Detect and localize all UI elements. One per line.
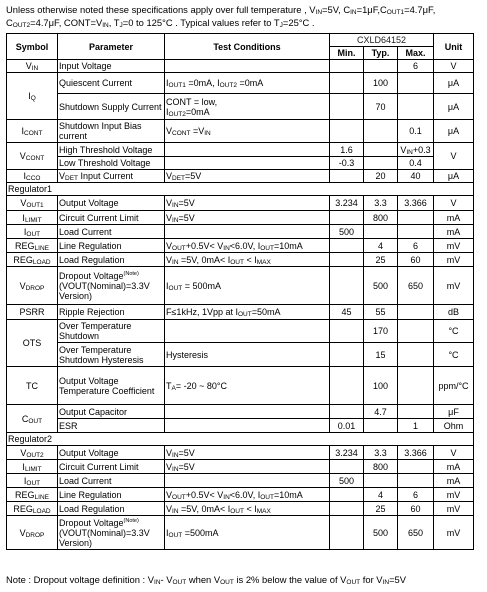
max-cell xyxy=(398,405,434,419)
min-cell xyxy=(330,367,364,405)
max-cell: 0.1 xyxy=(398,120,434,143)
table-row xyxy=(7,419,474,433)
symbol-cell: $REG_{LOAD}$ xyxy=(7,502,58,516)
unit-cell: μA xyxy=(434,73,474,94)
max-cell: 3.366 xyxy=(398,446,434,460)
min-cell: 3.234 xyxy=(330,196,364,211)
min-cell: 0.01 xyxy=(330,419,364,433)
unit-cell: V xyxy=(434,60,474,73)
table-row xyxy=(7,305,474,320)
parameter-cell: Load Current xyxy=(58,225,165,239)
conditions-cell: $I_{OUT} =500mA$ xyxy=(165,516,330,550)
unit-cell: mA xyxy=(434,474,474,488)
unit-cell: mA xyxy=(434,211,474,225)
symbol-cell: $I_{OUT}$ xyxy=(7,225,58,239)
typ-cell xyxy=(364,120,398,143)
conditions-cell xyxy=(165,157,330,170)
typ-cell: 800 xyxy=(364,460,398,474)
conditions-cell: F≤1kHz, 1Vpp at $I_{OUT}=50mA$ xyxy=(165,305,330,320)
min-cell xyxy=(330,405,364,419)
typ-cell: 20 xyxy=(364,170,398,183)
typ-cell: 500 xyxy=(364,516,398,550)
max-cell: 0.4 xyxy=(398,157,434,170)
parameter-cell: Output Voltage xyxy=(58,446,165,460)
unit-cell: Ohm xyxy=(434,419,474,433)
header-symbol: Symbol xyxy=(7,34,58,60)
unit-cell: μF xyxy=(434,405,474,419)
max-cell: 6 xyxy=(398,60,434,73)
section-row xyxy=(7,433,474,446)
symbol-cell: $I_{LIMIT}$ xyxy=(7,211,58,225)
unit-cell: °C xyxy=(434,320,474,343)
min-cell: 3.234 xyxy=(330,446,364,460)
parameter-cell: Line Regulation xyxy=(58,239,165,253)
intro-line-2: $C_{OUT2}=4.7\mu F$, $CONT=V_{IN}$, $T_J=0$ to 125°C . Typical values refer to $T_J=25^\circ C$ . xyxy=(6,17,315,29)
conditions-cell xyxy=(165,320,330,343)
conditions-cell: $V_{CONT} =V_{IN}$ xyxy=(165,120,330,143)
min-cell xyxy=(330,253,364,267)
typ-cell xyxy=(364,225,398,239)
min-cell xyxy=(330,60,364,73)
typ-cell xyxy=(364,60,398,73)
min-cell xyxy=(330,516,364,550)
table-row xyxy=(7,239,474,253)
table-row xyxy=(7,94,474,120)
typ-cell: 25 xyxy=(364,502,398,516)
min-cell xyxy=(330,488,364,502)
unit-cell: mV xyxy=(434,502,474,516)
min-cell xyxy=(330,73,364,94)
symbol-cell: $V_{OUT1}$ xyxy=(7,196,58,211)
conditions-cell: Hysteresis xyxy=(165,343,330,367)
max-cell: 6 xyxy=(398,239,434,253)
table-row xyxy=(7,516,474,550)
table-row xyxy=(7,446,474,460)
min-cell xyxy=(330,94,364,120)
typ-cell: 170 xyxy=(364,320,398,343)
typ-cell xyxy=(364,474,398,488)
table-row xyxy=(7,488,474,502)
section-row xyxy=(7,183,474,196)
symbol-cell: $V_{DROP}$ xyxy=(7,516,58,550)
unit-cell: V xyxy=(434,196,474,211)
header-min: Min. xyxy=(330,47,364,60)
parameter-cell: Circuit Current Limit xyxy=(58,211,165,225)
table-row xyxy=(7,157,474,170)
header-typ: Typ. xyxy=(364,47,398,60)
table-row xyxy=(7,320,474,343)
conditions-cell: $V_{OUT}+0.5V< V_{IN}<6.0V$, $I_{OUT}=10mA$ xyxy=(165,239,330,253)
max-cell: 60 xyxy=(398,502,434,516)
typ-cell: 4 xyxy=(364,488,398,502)
max-cell: 1 xyxy=(398,419,434,433)
typ-cell: 70 xyxy=(364,94,398,120)
symbol-cell: PSRR xyxy=(7,305,58,320)
parameter-cell: Ripple Rejection xyxy=(58,305,165,320)
typ-cell: 55 xyxy=(364,305,398,320)
max-cell: $V_{IN}+0.3$ xyxy=(398,143,434,157)
table-row xyxy=(7,60,474,73)
table-row xyxy=(7,502,474,516)
min-cell: -0.3 xyxy=(330,157,364,170)
min-cell xyxy=(330,239,364,253)
table-row xyxy=(7,460,474,474)
symbol-cell: $V_{OUT2}$ xyxy=(7,446,58,460)
parameter-cell: Circuit Current Limit xyxy=(58,460,165,474)
conditions-cell xyxy=(165,405,330,419)
symbol-cell: $I_{CCO}$ xyxy=(7,170,58,183)
table-row xyxy=(7,143,474,157)
header-max: Max. xyxy=(398,47,434,60)
typ-cell: 500 xyxy=(364,267,398,305)
max-cell: 3.366 xyxy=(398,196,434,211)
table-row xyxy=(7,267,474,305)
parameter-cell: Shutdown Supply Current xyxy=(58,94,165,120)
parameter-cell: Quiescent Current xyxy=(58,73,165,94)
min-cell xyxy=(330,211,364,225)
max-cell xyxy=(398,460,434,474)
max-cell xyxy=(398,305,434,320)
typ-cell xyxy=(364,143,398,157)
min-cell: 500 xyxy=(330,225,364,239)
symbol-cell: $V_{DROP}$ xyxy=(7,267,58,305)
unit-cell: ppm/°C xyxy=(434,367,474,405)
unit-cell: mA xyxy=(434,225,474,239)
conditions-cell: $V_{IN} =5V$, $0mA< I_{OUT} < I_{MAX}$ xyxy=(165,253,330,267)
conditions-cell: $I_{OUT} = 500mA$ xyxy=(165,267,330,305)
typ-cell: 3.3 xyxy=(364,446,398,460)
unit-cell: dB xyxy=(434,305,474,320)
unit-cell: μA xyxy=(434,120,474,143)
symbol-cell: $V_{IN}$ xyxy=(7,60,58,73)
table-row xyxy=(7,225,474,239)
min-cell: 45 xyxy=(330,305,364,320)
min-cell xyxy=(330,343,364,367)
symbol-cell: TC xyxy=(7,367,58,405)
min-cell xyxy=(330,170,364,183)
section-regulator1: Regulator1 xyxy=(7,183,474,196)
conditions-cell: CONT = low, $I_{OUT2}=0mA$ xyxy=(165,94,330,120)
unit-cell: V xyxy=(434,143,474,170)
typ-cell xyxy=(364,419,398,433)
conditions-cell: $V_{DET}=5V$ xyxy=(165,170,330,183)
min-cell xyxy=(330,502,364,516)
min-cell xyxy=(330,120,364,143)
unit-cell: mV xyxy=(434,253,474,267)
spec-table xyxy=(6,33,474,550)
min-cell xyxy=(330,320,364,343)
header-part-number: CXLD64152 xyxy=(330,34,434,47)
conditions-cell xyxy=(165,60,330,73)
header-unit: Unit xyxy=(434,34,474,60)
parameter-cell: Dropout Voltage$^{(Note)}$ (VOUT(Nominal)=3.3V Version) xyxy=(58,267,165,305)
parameter-cell: Low Threshold Voltage xyxy=(58,157,165,170)
parameter-cell: ESR xyxy=(58,419,165,433)
table-row xyxy=(7,73,474,94)
typ-cell: 100 xyxy=(364,73,398,94)
symbol-cell: $C_{OUT}$ xyxy=(7,405,58,433)
max-cell xyxy=(398,474,434,488)
symbol-cell: $REG_{LOAD}$ xyxy=(7,253,58,267)
symbol-cell: $I_{OUT}$ xyxy=(7,474,58,488)
table-row xyxy=(7,196,474,211)
unit-cell: mA xyxy=(434,460,474,474)
header-parameter: Parameter xyxy=(58,34,165,60)
typ-cell xyxy=(364,157,398,170)
parameter-cell: Output Voltage xyxy=(58,196,165,211)
section-regulator2: Regulator2 xyxy=(7,433,474,446)
symbol-cell: OTS xyxy=(7,320,58,367)
max-cell: 6 xyxy=(398,488,434,502)
typ-cell: 4.7 xyxy=(364,405,398,419)
max-cell xyxy=(398,225,434,239)
max-cell xyxy=(398,320,434,343)
table-row xyxy=(7,343,474,367)
parameter-cell: Over Temperature Shutdown Hysteresis xyxy=(58,343,165,367)
max-cell: 650 xyxy=(398,267,434,305)
conditions-cell: $V_{IN} =5V$, $0mA< I_{OUT} < I_{MAX}$ xyxy=(165,502,330,516)
conditions-cell: $T_A= -20$ ~ 80°C xyxy=(165,367,330,405)
parameter-cell: Output Voltage Temperature Coefficient xyxy=(58,367,165,405)
min-cell xyxy=(330,267,364,305)
parameter-cell: Load Regulation xyxy=(58,502,165,516)
conditions-cell xyxy=(165,225,330,239)
symbol-cell: $V_{CONT}$ xyxy=(7,143,58,170)
symbol-cell: $I_{LIMIT}$ xyxy=(7,460,58,474)
table-row xyxy=(7,474,474,488)
parameter-cell: Load Current xyxy=(58,474,165,488)
max-cell xyxy=(398,211,434,225)
max-cell xyxy=(398,367,434,405)
typ-cell: 800 xyxy=(364,211,398,225)
parameter-cell: Shutdown Input Bias current xyxy=(58,120,165,143)
symbol-cell: $REG_{LINE}$ xyxy=(7,239,58,253)
table-row xyxy=(7,211,474,225)
typ-cell: 15 xyxy=(364,343,398,367)
max-cell xyxy=(398,94,434,120)
table-row xyxy=(7,253,474,267)
symbol-cell: $I_Q$ xyxy=(7,73,58,120)
intro-text xyxy=(6,3,484,29)
unit-cell: mV xyxy=(434,516,474,550)
conditions-cell: $V_{IN}=5V$ xyxy=(165,446,330,460)
parameter-cell: Over Temperature Shutdown xyxy=(58,320,165,343)
unit-cell: mV xyxy=(434,239,474,253)
min-cell xyxy=(330,460,364,474)
max-cell: 650 xyxy=(398,516,434,550)
parameter-cell: High Threshold Voltage xyxy=(58,143,165,157)
conditions-cell: $V_{OUT}+0.5V< V_{IN}<6.0V$, $I_{OUT}=10mA$ xyxy=(165,488,330,502)
conditions-cell xyxy=(165,419,330,433)
unit-cell: μA xyxy=(434,170,474,183)
unit-cell: V xyxy=(434,446,474,460)
footnote: Note : Dropout voltage definition : $V_{IN}-$ $V_{OUT}$ when $V_{OUT}$ is 2% below the value of $V_{OUT}$ for $V_{IN}=5V$ xyxy=(6,574,407,586)
table-row xyxy=(7,405,474,419)
table-row xyxy=(7,367,474,405)
conditions-cell: $V_{IN}=5V$ xyxy=(165,460,330,474)
typ-cell: 25 xyxy=(364,253,398,267)
unit-cell: μA xyxy=(434,94,474,120)
parameter-cell: $V_{DET}$ Input Current xyxy=(58,170,165,183)
symbol-cell: $I_{CONT}$ xyxy=(7,120,58,143)
typ-cell: 4 xyxy=(364,239,398,253)
parameter-cell: Load Regulation xyxy=(58,253,165,267)
parameter-cell: Dropout Voltage$^{(Note)}$ (VOUT(Nominal)=3.3V Version) xyxy=(58,516,165,550)
symbol-cell: $REG_{LINE}$ xyxy=(7,488,58,502)
conditions-cell xyxy=(165,143,330,157)
max-cell xyxy=(398,73,434,94)
conditions-cell: $I_{OUT1} =0mA$, $I_{OUT2} =0mA$ xyxy=(165,73,330,94)
conditions-cell xyxy=(165,474,330,488)
header-test-conditions: Test Conditions xyxy=(165,34,330,60)
min-cell: 1.6 xyxy=(330,143,364,157)
conditions-cell: $V_{IN}=5V$ xyxy=(165,196,330,211)
typ-cell: 3.3 xyxy=(364,196,398,211)
conditions-cell: $V_{IN}=5V$ xyxy=(165,211,330,225)
unit-cell: mV xyxy=(434,488,474,502)
max-cell xyxy=(398,343,434,367)
max-cell: 40 xyxy=(398,170,434,183)
parameter-cell: Output Capacitor xyxy=(58,405,165,419)
intro-line-1: Unless otherwise noted these specifications apply over full temperature , $V_{IN}=5V$, $C_{IN}=1\mu F,C_{OUT1}=4.7\mu F$, xyxy=(6,4,436,16)
table-row xyxy=(7,170,474,183)
table-row xyxy=(7,120,474,143)
max-cell: 60 xyxy=(398,253,434,267)
typ-cell: 100 xyxy=(364,367,398,405)
min-cell: 500 xyxy=(330,474,364,488)
unit-cell: °C xyxy=(434,343,474,367)
parameter-cell: Line Regulation xyxy=(58,488,165,502)
parameter-cell: Input Voltage xyxy=(58,60,165,73)
unit-cell: mV xyxy=(434,267,474,305)
